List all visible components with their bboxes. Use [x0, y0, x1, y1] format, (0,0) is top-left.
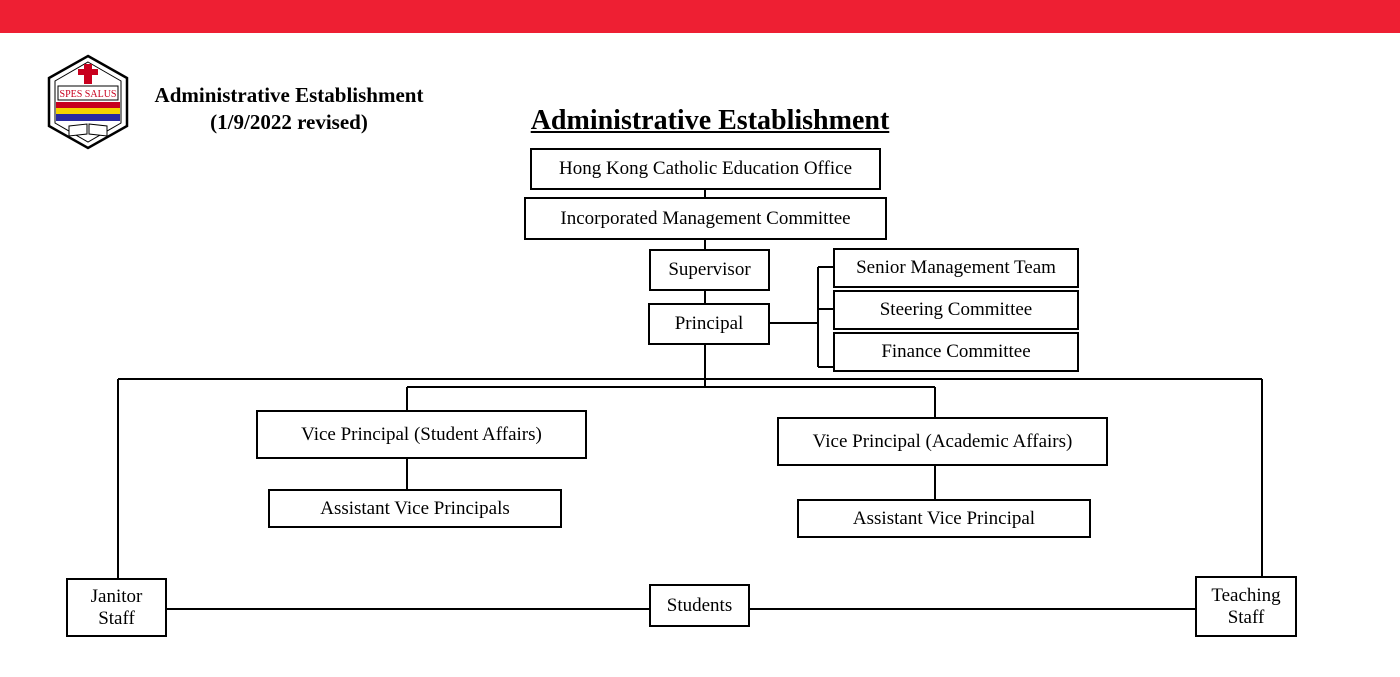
node-students: Students — [649, 584, 750, 627]
node-vice-principal-academic-affairs: Vice Principal (Academic Affairs) — [777, 417, 1108, 466]
node-janitor-staff-line2: Staff — [98, 607, 135, 629]
node-janitor-staff — [66, 578, 167, 637]
node-assistant-vice-principal: Assistant Vice Principal — [797, 499, 1091, 538]
node-teaching-staff-line1: Teaching — [1211, 584, 1281, 606]
node-supervisor: Supervisor — [649, 249, 770, 291]
logo-motto: SPES SALUS — [59, 89, 117, 100]
node-hk-catholic-education-office: Hong Kong Catholic Education Office — [530, 148, 881, 190]
node-janitor-staff-line1: Janitor — [90, 585, 143, 607]
node-vice-principal-student-affairs: Vice Principal (Student Affairs) — [256, 410, 587, 459]
node-senior-management-team: Senior Management Team — [833, 248, 1079, 288]
node-incorporated-management-committee: Incorporated Management Committee — [524, 197, 887, 240]
node-teaching-staff-line2: Staff — [1227, 606, 1265, 628]
header-title: Administrative Establishment — [154, 83, 424, 107]
node-teaching-staff — [1195, 576, 1297, 637]
node-steering-committee: Steering Committee — [833, 290, 1079, 330]
node-assistant-vice-principals: Assistant Vice Principals — [268, 489, 562, 528]
node-principal: Principal — [648, 303, 770, 345]
header-subtitle: (1/9/2022 revised) — [210, 110, 368, 134]
node-finance-committee: Finance Committee — [833, 332, 1079, 372]
diagram-title: Administrative Establishment — [530, 105, 890, 136]
